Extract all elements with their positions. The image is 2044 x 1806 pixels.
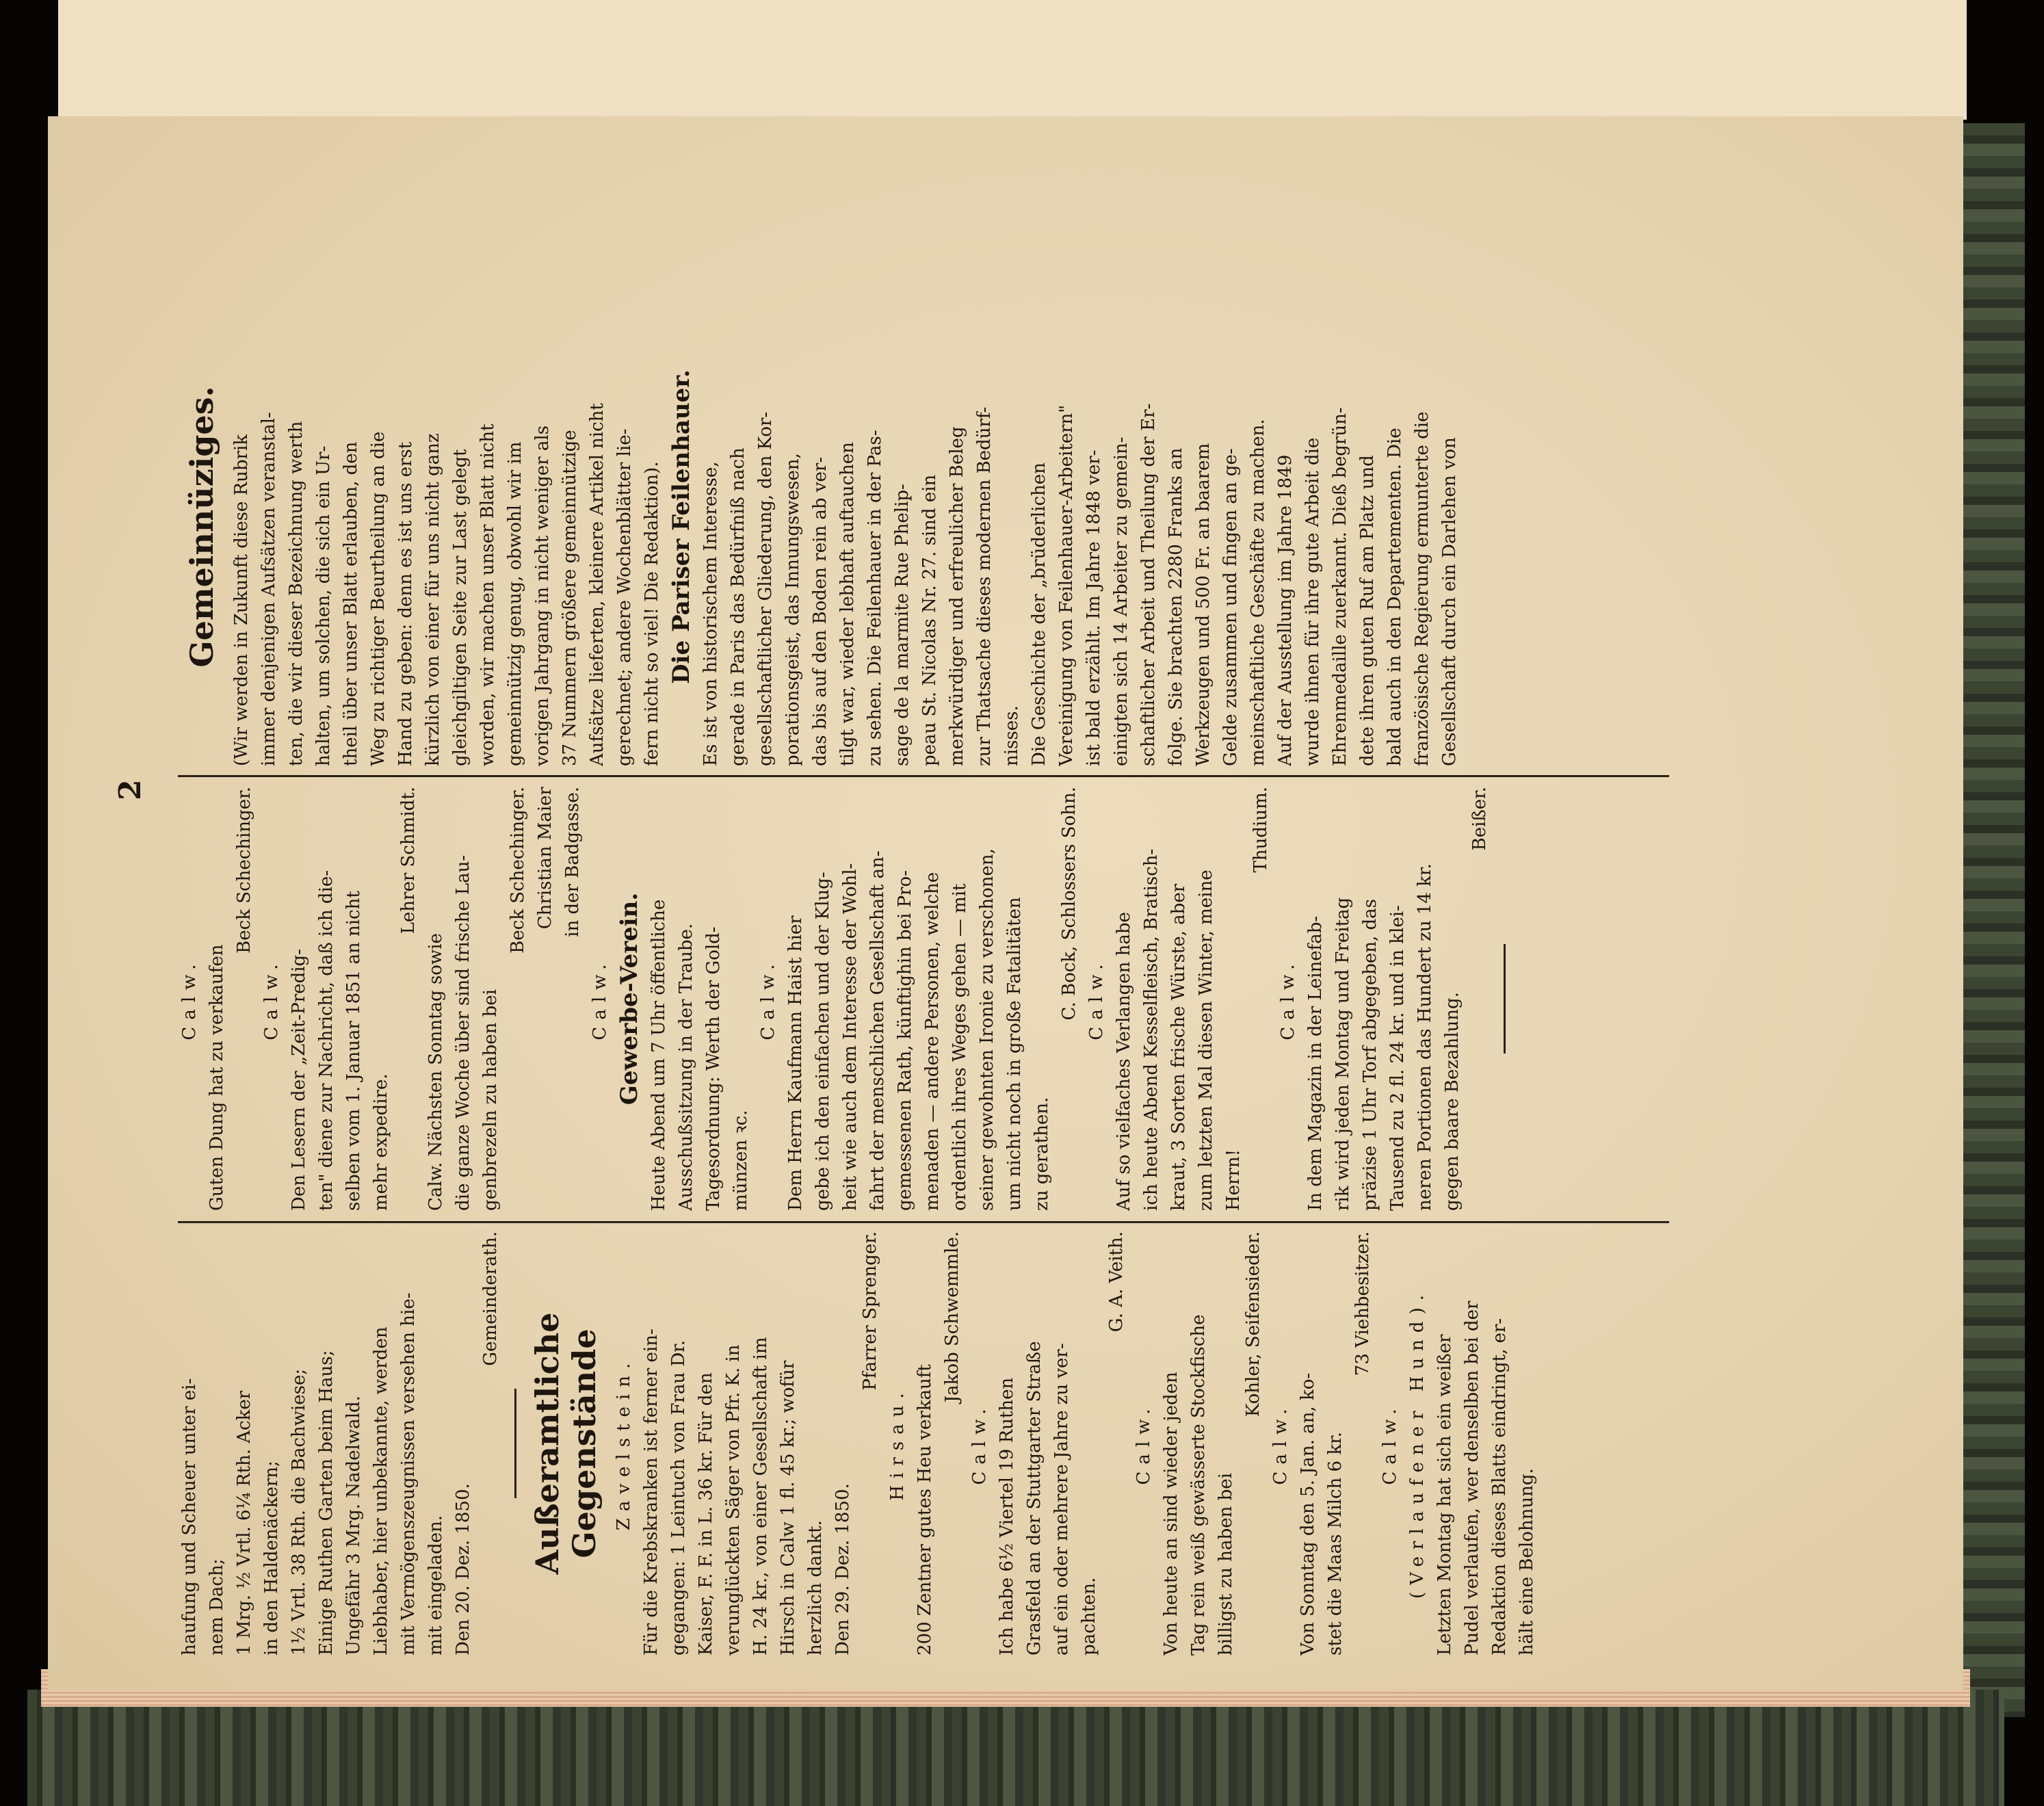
text-line: heit wie auch dem Interesse der Wohl-: [840, 863, 861, 1211]
text-line: seiner gewohnten Ironie zu verschonen,: [977, 848, 997, 1211]
signature-line: Kohler, Seifensieder.: [1243, 1231, 1263, 1417]
signature-line: Beißer.: [1469, 787, 1490, 851]
signature-line: G. A. Veith.: [1106, 1231, 1127, 1333]
text-line: rik wird jeden Montag und Freitag: [1333, 897, 1353, 1211]
text-line: gerade in Paris das Bedürfniß nach: [728, 447, 748, 766]
text-line: herzlich dankt.: [805, 1520, 826, 1656]
signature-line: 73 Viehbesitzer.: [1352, 1231, 1373, 1376]
text-line: zu gerathen.: [1032, 1097, 1052, 1211]
text-line: vorigen Jahrgang in nicht weniger als: [532, 425, 553, 766]
text-line: Dem Herrn Kaufmann Haist hier: [785, 915, 806, 1211]
text-line: haufung und Scheuer unter ei-: [179, 1378, 200, 1656]
signature-line: Beck Schechinger.: [234, 787, 254, 954]
text-line: merkwürdiger und erfreulicher Beleg: [947, 426, 967, 766]
place-line: Calw.: [261, 957, 282, 1041]
text-line: ist bald erzählt. Im Jahre 1848 ver-: [1084, 449, 1104, 766]
place-line: Calw.: [758, 957, 778, 1041]
text-line: kraut, 3 Sorten frische Würste, aber: [1168, 883, 1189, 1211]
place-line: Calw.: [1134, 1402, 1154, 1485]
column-rule: [178, 1221, 1669, 1223]
text-line: mehr expedire.: [371, 1073, 391, 1211]
text-line: Guten Dung hat zu verkaufen: [207, 944, 227, 1211]
text-line: fahrt der menschlichen Gesellschaft an-: [867, 850, 888, 1211]
place-line: Calw.: [590, 957, 610, 1041]
text-line: Werkzeugen und 500 Fr. an baarem: [1193, 443, 1214, 766]
text-line: Herrn!: [1223, 1149, 1244, 1211]
text-line: Heute Abend um 7 Uhr öffentliche: [648, 899, 669, 1211]
text-line: 1½ Vrtl. 38 Rth. die Bachwiese;: [289, 1368, 309, 1656]
text-line: selben vom 1. Januar 1851 an nicht: [343, 891, 364, 1211]
text-line: Ungefähr 3 Mrg. Nadelwald.: [343, 1396, 364, 1656]
place-line: Calw.: [969, 1402, 990, 1485]
section-heading: Außeramtliche Gegenstände: [529, 1312, 603, 1575]
text-line: 200 Zentner gutes Heu verkauft: [915, 1364, 935, 1656]
text-line: porationsgeist, das Innungswesen,: [783, 453, 803, 766]
text-line: Ausschußsitzung in der Traube.: [676, 923, 696, 1211]
place-line: Zavelstein.: [614, 1356, 634, 1531]
signature-line: Pfarrer Sprenger.: [860, 1231, 880, 1391]
text-line: um nicht noch in große Fatalitäten: [1004, 897, 1025, 1211]
text-line: Vereinigung von Feilenhauer-Arbeitern": [1056, 404, 1077, 766]
text-line: gemeinnützig genug, obwohl wir im: [505, 441, 525, 766]
text-line: gegangen: 1 Leintuch von Frau Dr.: [668, 1339, 689, 1656]
text-line: dete ihren guten Ruf am Platz und: [1357, 455, 1378, 766]
text-line: gegen baare Bezahlung.: [1442, 992, 1463, 1211]
book-cover-bottom: [27, 1690, 2004, 1806]
text-line: zur Thatsache dieses modernen Bedürf-: [974, 406, 995, 766]
text-line: Von Sonntag den 5. Jan. an, ko-: [1298, 1372, 1318, 1656]
place-line: Calw.: [1380, 1402, 1400, 1485]
text-line: neren Portionen das Hundert zu 14 kr.: [1415, 863, 1435, 1211]
text-line: kürzlich von einer für uns nicht ganz: [423, 433, 443, 766]
place-line: (Verlaufener Hund).: [1407, 1288, 1428, 1599]
text-line: Die Geschichte der „brüderlichen: [1029, 462, 1049, 766]
text-line: Gelde zusammen und fingen an ge-: [1220, 448, 1241, 766]
text-line: Ehrenmedaille zuerkannt. Dieß begrün-: [1330, 407, 1350, 766]
text-line: Den 29. Dez. 1850.: [833, 1483, 853, 1656]
text-line: mit eingeladen.: [425, 1515, 446, 1656]
text-line: billigst zu haben bei: [1216, 1473, 1236, 1656]
text-line: menaden — andere Personen, welche: [922, 872, 943, 1211]
text-line: Tausend zu 2 fl. 24 kr. und in klei-: [1387, 905, 1408, 1211]
text-line: In dem Magazin in der Leinefab-: [1305, 915, 1326, 1211]
text-line: genbrezeln zu haben bei: [480, 989, 501, 1211]
text-line: Grasfeld an der Stuttgarter Straße: [1024, 1341, 1045, 1656]
text-line: tilgt war, wieder lebhaft auftauchen: [837, 442, 858, 766]
text-line: Letzten Montag hat sich ein weißer: [1434, 1334, 1455, 1656]
place-line: Calw.: [179, 957, 200, 1041]
facing-page-edge: [58, 0, 1967, 120]
column-left: [178, 1231, 1683, 1656]
text-line: folge. Sie brachten 2280 Franks an: [1166, 447, 1186, 766]
text-line: peau St. Nicolas Nr. 27. sind ein: [919, 474, 940, 766]
text-line: Einige Ruthen Garten beim Haus;: [316, 1350, 337, 1656]
article-heading: Die Pariser Feilenhauer.: [668, 369, 695, 684]
text-line: zu sehen. Die Feilenhauer in der Pas-: [865, 430, 885, 766]
text-line: Kaiser, F. F. in L. 36 kr. Für den: [696, 1372, 716, 1656]
text-line: meinschaftliche Geschäfte zu machen.: [1248, 419, 1268, 766]
text-line: französische Regierung ermunterte die: [1412, 411, 1432, 766]
text-line: H. 24 kr., von einer Gesellschaft im: [750, 1337, 771, 1656]
text-line: Den Lesern der „Zeit-Predig-: [289, 949, 309, 1211]
text-line: einigten sich 14 Arbeiter zu gemein-: [1111, 436, 1131, 766]
column-rule: [178, 775, 1669, 777]
text-line: Tagesordnung: Werth der Gold-: [703, 926, 724, 1211]
text-line: Calw. Nächsten Sonntag sowie: [425, 933, 446, 1211]
place-line: Hirsau.: [887, 1386, 908, 1501]
text-line: gemessenen Rath, künftighin bei Pro-: [895, 870, 915, 1211]
text-line: hält eine Belohnung.: [1517, 1468, 1537, 1656]
text-line: gleichgiltigen Seite zur Last gelegt: [450, 449, 471, 766]
text-line: wurde ihnen für ihre gute Arbeit die: [1302, 437, 1323, 766]
text-line: ten" diene zur Nachricht, daß ich die-: [316, 869, 337, 1211]
text-line: Hand zu geben: denn es ist uns erst: [395, 441, 416, 766]
signature-line: Thudium.: [1250, 787, 1271, 873]
signature-line: Beck Schechinger.: [508, 787, 528, 954]
text-line: auf ein oder mehrere Jahre zu ver-: [1051, 1343, 1072, 1656]
text-line: gesellschaftlicher Gliederung, den Kor-: [755, 411, 776, 766]
text-line: fern nicht so viel! Die Redaktion).: [642, 461, 662, 766]
text-line: theil über unser Blatt erlauben, den: [341, 441, 361, 766]
text-line: Von heute an sind wieder jeden: [1161, 1372, 1181, 1656]
text-line: mit Vermögenszeugnissen versehen hie-: [398, 1292, 419, 1656]
text-line: bald auch in den Departementen. Die: [1385, 428, 1405, 766]
place-line: Calw.: [1278, 957, 1298, 1041]
rotated-page-content: [113, 150, 1970, 1656]
text-line: die ganze Woche über sind frische Lau-: [453, 854, 473, 1211]
text-line: in den Haldenäckern;: [261, 1461, 282, 1656]
text-line: Redaktion dieses Blatts eindringt, er-: [1489, 1318, 1510, 1656]
text-line: Liebhaber, hier unbekannte, werden: [371, 1326, 391, 1656]
text-line: ordentlich ihres Weges gehen — mit: [949, 883, 970, 1211]
signature-line: Christian Maier: [535, 787, 555, 930]
text-line: Pudel verlaufen, wer denselben bei der: [1462, 1300, 1482, 1656]
text-line: verunglückten Säger von Pfr. K. in: [723, 1344, 744, 1656]
column-right: [178, 287, 1683, 766]
text-line: stet die Maas Milch 6 kr.: [1325, 1432, 1346, 1656]
text-line: Tag rein weiß gewässerte Stockfische: [1188, 1314, 1209, 1656]
text-line: Auf der Ausstellung im Jahre 1849: [1275, 454, 1296, 766]
text-line: gerechnet; andere Wochenblätter lie-: [614, 428, 635, 766]
text-line: Hirsch in Calw 1 fl. 45 kr.; wofür: [778, 1360, 798, 1656]
text-line: das bis auf den Boden rein ab ver-: [810, 456, 830, 766]
signature-line: Jakob Schwemmle.: [942, 1231, 962, 1403]
text-line: schaftlicher Arbeit und Theilung der Er-: [1138, 403, 1159, 766]
text-line: nisses.: [1001, 705, 1022, 766]
text-line: halten, um solchen, die sich ein Ur-: [313, 445, 334, 766]
text-line: münzen ꝛc.: [731, 1110, 751, 1211]
article-heading: Gewerbe-Verein.: [616, 892, 643, 1105]
text-line: 1 Mrg. ½ Vrtl. 6¼ Rth. Acker: [234, 1390, 254, 1656]
column-middle: [178, 787, 1683, 1211]
text-line: Für die Krebskranken ist ferner ein-: [641, 1329, 661, 1656]
text-line: Auf so vielfaches Verlangen habe: [1114, 912, 1134, 1211]
signature-line: Gemeinderath.: [480, 1231, 501, 1366]
text-line: zum letzten Mal diesen Winter, meine: [1196, 869, 1216, 1211]
text-line: pachten.: [1079, 1577, 1099, 1656]
text-line: präzise 1 Uhr Torf abgegeben, das: [1360, 898, 1380, 1211]
text-line: Aufsätze lieferten, kleinere Artikel nicht: [587, 403, 607, 766]
text-line: Gesellschaft durch ein Darlehen von: [1439, 437, 1460, 766]
place-line: Calw.: [1086, 957, 1107, 1041]
text-line: ten, die wir dieser Bezeichnung werth: [286, 421, 306, 766]
separator-rule: [514, 1389, 516, 1498]
text-line: Ich habe 6½ Viertel 19 Ruthen: [997, 1377, 1017, 1656]
text-line: Den 20. Dez. 1850.: [453, 1483, 473, 1656]
section-heading: Gemeinnüziges.: [183, 386, 220, 668]
separator-rule: [1504, 944, 1506, 1054]
text-line: Weg zu richtiger Beurtheilung an die: [368, 431, 389, 766]
signature-line: Lehrer Schmidt.: [398, 787, 419, 934]
signature-line: in der Badgasse.: [562, 787, 583, 937]
text-line: Es ist von historischem Interesse,: [700, 461, 721, 766]
text-line: 37 Nummern größere gemeinnützige: [560, 430, 580, 766]
text-line: sage de la marmite Rue Phelip-: [892, 484, 913, 766]
place-line: Calw.: [1270, 1402, 1291, 1485]
text-line: ich heute Abend Kesselfleisch, Bratisch-: [1141, 848, 1162, 1211]
text-line: worden, wir machen unser Blatt nicht: [477, 423, 498, 766]
text-line: gebe ich den einfachen und der Klug-: [813, 872, 833, 1211]
text-line: (Wir werden in Zukunft diese Rubrik: [231, 434, 252, 766]
text-line: immer denjenigen Aufsätzen veranstal-: [259, 412, 279, 766]
signature-line: C. Bock, Schlossers Sohn.: [1059, 787, 1079, 1021]
text-line: nem Dach;: [207, 1558, 227, 1656]
page-number: 2: [113, 779, 148, 800]
